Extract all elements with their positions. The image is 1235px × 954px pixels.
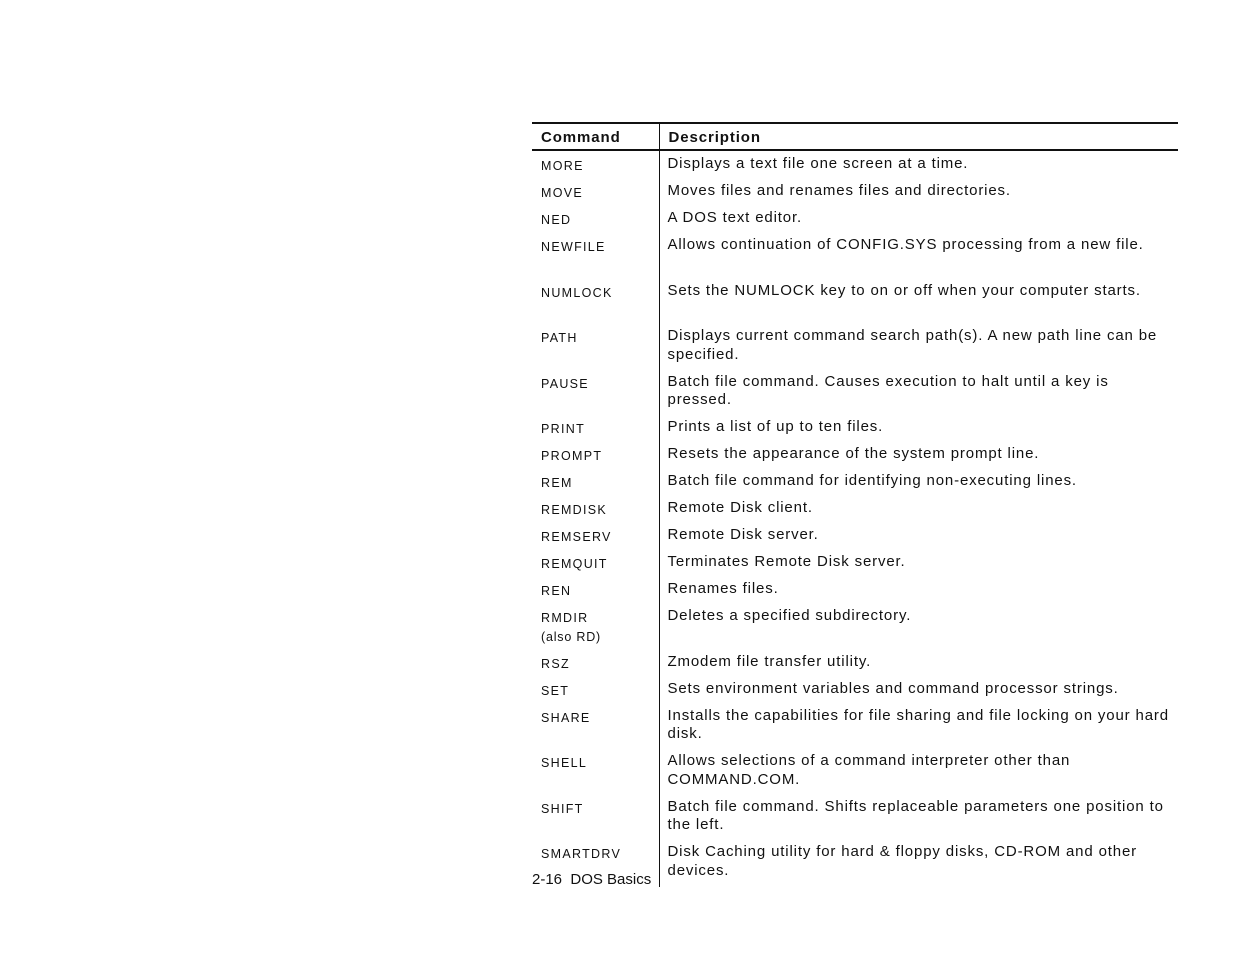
table-row — [532, 371, 1178, 417]
command-name: MORE — [541, 159, 584, 173]
command-name: PROMPT — [541, 449, 603, 463]
command-cell — [532, 705, 659, 751]
table-header-row — [532, 123, 1178, 150]
command-name: REN — [541, 584, 572, 598]
command-cell — [532, 325, 659, 371]
table-row — [532, 551, 1178, 578]
description-cell: A DOS text editor. — [667, 209, 803, 226]
command-name: SET — [541, 683, 570, 698]
command-name: REMQUIT — [541, 557, 608, 571]
description-cell: Remote Disk server. — [667, 526, 819, 543]
command-name: PATH — [541, 331, 578, 345]
column-header-command: Command — [532, 123, 659, 150]
description-cell: Displays a text file one screen at a time. — [667, 155, 969, 172]
command-cell — [532, 207, 659, 234]
table-row — [532, 796, 1178, 842]
command-name: NEWFILE — [541, 240, 606, 254]
command-cell — [532, 524, 659, 551]
command-name: PRINT — [541, 422, 585, 436]
command-cell — [532, 234, 659, 280]
description-cell: Terminates Remote Disk server. — [667, 553, 906, 570]
description-cell: Batch file command for identifying non-executing lines. — [667, 472, 1077, 489]
command-name: RSZ — [541, 656, 570, 671]
command-name: NUMLOCK — [541, 285, 613, 300]
description-cell: Allows continuation of CONFIG.SYS processing from a new file. — [667, 236, 1144, 253]
command-cell — [532, 180, 659, 207]
table-row — [532, 443, 1178, 470]
command-cell — [532, 280, 659, 326]
command-cell — [532, 678, 659, 705]
command-name: SMARTDRV — [541, 847, 622, 861]
command-cell — [532, 651, 659, 678]
command-name: NED — [541, 213, 572, 227]
description-cell: Allows selections of a command interpreter other than COMMAND.COM. — [667, 752, 1071, 788]
description-cell: Prints a list of up to ten files. — [667, 418, 884, 435]
description-cell: Renames files. — [667, 580, 779, 597]
description-cell: Sets the NUMLOCK key to on or off when your computer starts. — [667, 281, 1141, 299]
description-cell: Sets environment variables and command processor strings. — [667, 679, 1119, 697]
description-cell: Batch file command. Shifts replaceable parameters one position to the left. — [667, 797, 1164, 833]
table-row — [532, 207, 1178, 234]
table-row — [532, 325, 1178, 371]
table-row — [532, 280, 1178, 326]
command-name: PAUSE — [541, 376, 589, 391]
command-cell — [532, 371, 659, 417]
table-row — [532, 750, 1178, 796]
table-row — [532, 705, 1178, 751]
description-cell: Displays current command search path(s). A new path line can be specified. — [667, 327, 1158, 363]
command-name: RMDIR — [541, 611, 589, 625]
table-row — [532, 524, 1178, 551]
description-cell: Remote Disk client. — [667, 499, 813, 516]
command-name: SHARE — [541, 710, 591, 725]
command-cell — [532, 443, 659, 470]
page-footer: 2-16 DOS Basics — [532, 871, 652, 888]
command-name: MOVE — [541, 186, 584, 200]
table-row — [532, 578, 1178, 605]
description-cell: Resets the appearance of the system prompt line. — [667, 445, 1040, 462]
command-cell — [532, 416, 659, 443]
table-body — [532, 150, 1178, 887]
table-row — [532, 678, 1178, 705]
command-alias: (also RD) — [541, 629, 601, 644]
table-row — [532, 234, 1178, 280]
description-cell: Disk Caching utility for hard & floppy disks, CD-ROM and other devices. — [667, 843, 1138, 879]
command-cell — [532, 605, 659, 651]
command-name: REM — [541, 476, 573, 490]
command-name: SHIFT — [541, 801, 584, 816]
command-name: REMSERV — [541, 530, 612, 544]
table-row — [532, 651, 1178, 678]
command-cell — [532, 150, 659, 180]
table-row — [532, 180, 1178, 207]
table-row — [532, 150, 1178, 180]
command-cell — [532, 497, 659, 524]
table-row — [532, 416, 1178, 443]
description-cell: Batch file command. Causes execution to halt until a key is pressed. — [667, 372, 1109, 408]
command-cell — [532, 578, 659, 605]
command-cell — [532, 750, 659, 796]
column-header-description: Description — [659, 123, 1178, 150]
command-table — [532, 122, 1178, 887]
table-row — [532, 605, 1178, 651]
command-name: REMDISK — [541, 503, 608, 517]
command-cell — [532, 796, 659, 842]
description-cell: Deletes a specified subdirectory. — [667, 607, 912, 624]
table-row — [532, 497, 1178, 524]
description-cell: Moves files and renames files and directories. — [667, 182, 1011, 199]
command-name: SHELL — [541, 756, 588, 770]
table-row — [532, 470, 1178, 497]
description-cell: Zmodem file transfer utility. — [667, 652, 872, 670]
command-cell — [532, 470, 659, 497]
command-cell — [532, 551, 659, 578]
description-cell: Installs the capabilities for file sharing and file locking on your hard disk. — [667, 706, 1169, 742]
